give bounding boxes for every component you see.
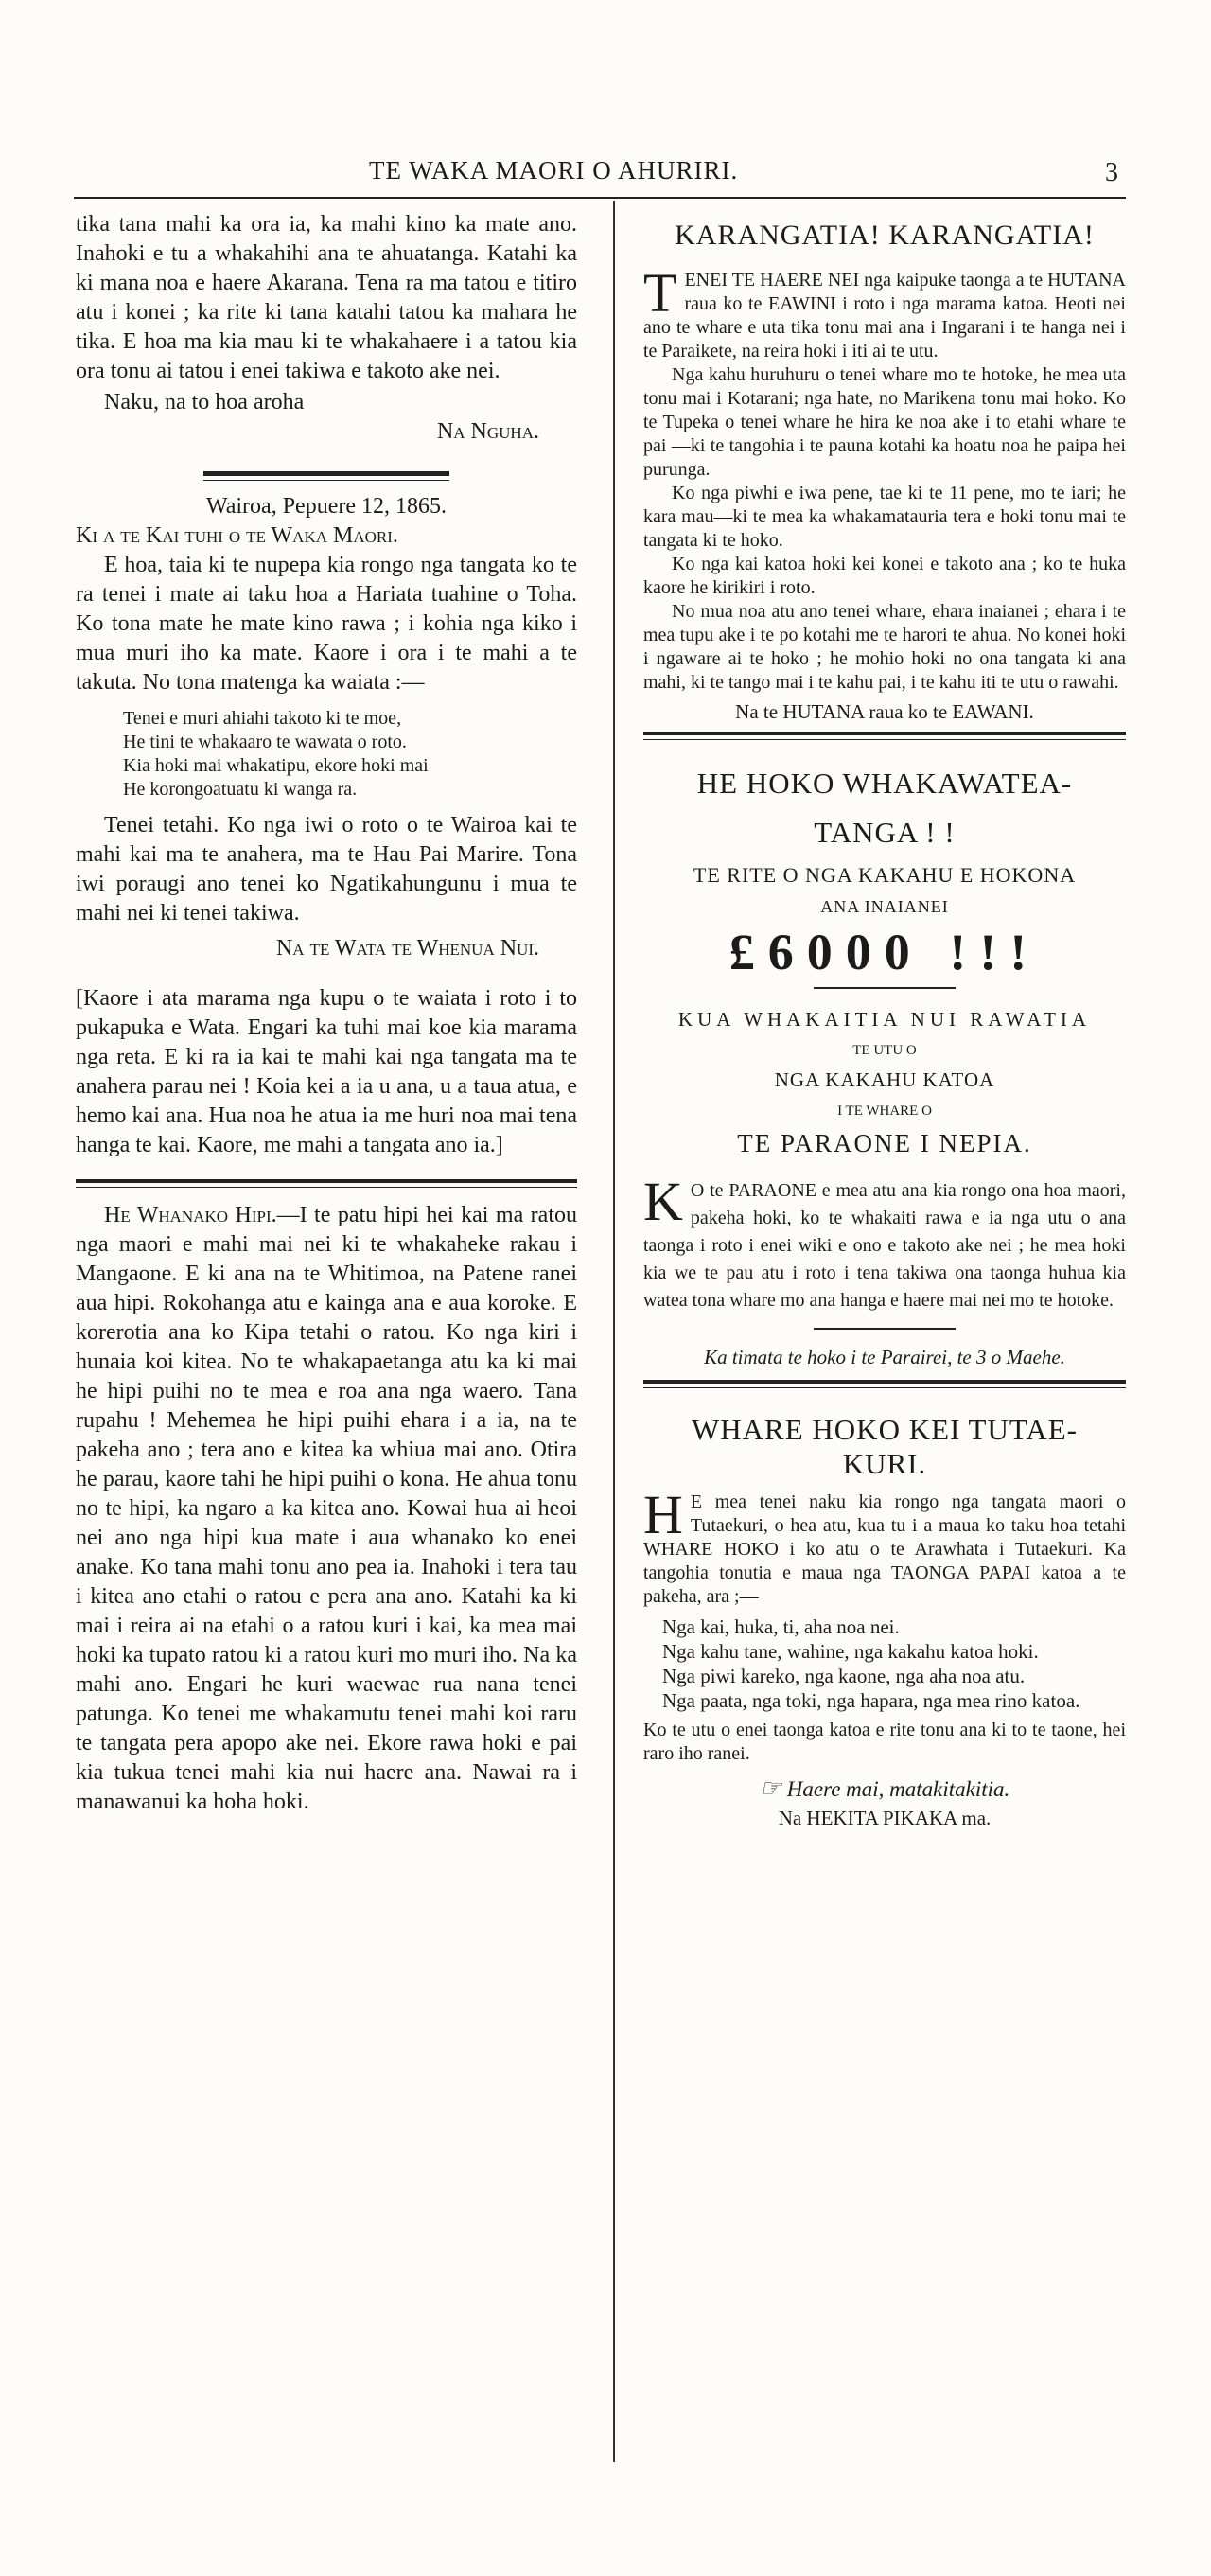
- news-item: [76, 1201, 577, 1817]
- letter-paragraph: Tenei tetahi. Ko nga iwi o roto o te Wairoa kai te mahi kai ma te anahera, ma te Hau Pai Marire. Tona iwi poraugi ano tenei ko Ngatikahungunu i mua te mahi nei ki tenei takiwa.: [76, 813, 577, 926]
- letter-paragraph: E hoa, taia ki te nupepa kia rongo nga tangata ko te ra tenei i mate ai taku hoa a Hariata tuahine o Toha. Ko tona mate he mate kino rawa ; i kohia nga kiko i mua muri iho ka mate. Kaore i ora i te mahi a te takuta. No tona matenga ka waiata :—: [76, 553, 577, 695]
- letter-signature: Na te Wata te Whenua Nui.: [275, 936, 539, 961]
- section-rule: [76, 1179, 577, 1188]
- ad-invite: ☞ Haere mai, matakitakitia.: [759, 1774, 1010, 1802]
- ad-paragraph: Nga kahu huruhuru o tenei whare mo te hotoke, he mea uta tonu mai i Kotarani; nga hate, no Marikena tonu mai hoko. Ko te Tupeka o tenei whare he hira ke noa ake i to etahi whare te pai —ki te tangohia i te pauna kotahi ka hoatu noa he paipa hei purunga.: [643, 364, 1126, 480]
- left-column: [76, 210, 577, 1817]
- list-item: Nga kai, huka, ti, aha noa nei.: [662, 1615, 900, 1638]
- list-item: Nga paata, nga toki, nga hapara, nga mea rino katoa.: [662, 1689, 1080, 1712]
- editor-note: [Kaore i ata marama nga kupu o te waiata i roto i to pukapuka e Wata. Engari ka tuhi mai koe kia marama nga reta. E ki ra ia kai te mahi kai nga tangata ma te anahera parau nei ! Koia kei a ia u ana, u a taua atua, e hemo kai ana. Hua noa he atua ia me huri noa mai tena hanga te kai. Kaore, me mahi a tangata ano ia.]: [76, 986, 577, 1157]
- header-rule: [74, 197, 1126, 199]
- right-column: [643, 210, 1126, 1833]
- ad-heading: HE HOKO WHAKAWATEA-: [696, 767, 1073, 800]
- news-item-text: —I te patu hipi hei kai ma ratou nga maori e mahi mai nei ki te whakaheke rakau i Mangaone. E ki ana na te Whitimoa, na Patene ranei aua hipi. Rokohanga atu e kainga ana e aua koroke. E korerotia ana ko Kipa tetahi o ratou. Ko nga kiri i hunaia koi kitea. No te whakapaetanga atu ka ki mai he hipi puihi no te mea e roa ana nga waero. Tana rupahu ! Mehemea he hipi puihi ehara i a ia, na te pakeha ano ; tera ano e kitea ka whiua mai ano. Otira he parau, kaore tahi he hipi puihi o kona. He ahua tonu no te hipi, ka ngaro a ka kitea ano. Kowai hua ai heoi nei ano nga hipi kua mate i aua whanako ko enei anake. Ko tana mahi tonu ano pea ia. Inahoki i tera tau i kitea ano etahi o ratou e pera ana ano. Katahi ka ki mai i reira ai na etahi o a ratou kuri i kai, ka mea mai hoki ka tupato ratou ki a ratou kuri mo muri iho. Na ka mahi ano. Engari he kuri waewae rua nana tenei patunga. Ko tenei me whakamutu tenei mahi koi raru te tangata pera apopo ake nei. Ekore rawa hoki e pai kia tukua tenei mahi kia nui haere ana. Nawai ra i manawanui ka hoha hoki.: [76, 1203, 577, 1814]
- list-item: Nga piwi kareko, nga kaone, nga aha noa atu.: [662, 1665, 1026, 1687]
- ad-signature: Na te HUTANA raua ko te EAWANI.: [735, 700, 1034, 723]
- section-rule: [643, 1380, 1126, 1388]
- ad-line: KUA WHAKAITIA NUI RAWATIA: [677, 1008, 1092, 1031]
- pointing-hand-icon: ☞: [759, 1774, 782, 1802]
- section-rule: [203, 471, 449, 481]
- poem-line: Tenei e muri ahiahi takoto ki te moe,: [123, 708, 402, 729]
- ad-paragraph: Ko nga kai katoa hoki kei konei e takoto ana ; ko te huka kaore he kirikiri i roto.: [643, 554, 1126, 598]
- running-head: [0, 156, 1211, 194]
- letter-continued-text: tika tana mahi ka ora ia, ka mahi kino ka mate ano. Inahoki e tu a whakahihi ana te ahuatanga. Katahi ka ki mana noa e haere Akarana. Tena ra ma tatou e titiro atu i konei ; ka rite ki tana katahi tatou ka mahara he tika. E hoa ma kia mau ki te whakahaere i a tatou kia ora tonu ai tatou i enei takiwa e takoto ake nei.: [76, 212, 577, 383]
- ad-line: I TE WHARE O: [837, 1103, 932, 1119]
- goods-list: [662, 1614, 1126, 1713]
- page-number: 3: [1105, 158, 1118, 187]
- ad-paragraph: K O te PARAONE e mea atu ana kia rongo ona hoa maori, pakeha hoki, ko te whakaiti rawa e ia nga utu o ana taonga i roto i enei wiki e ono e takoto ake nei ; he mea hoki kia we te pau atu i roto i tena takiwa ona taonga huhua kia watea tona whare mo ana hanga e haere mai nei mo te hotoke.: [643, 1171, 1126, 1311]
- waiata-poem: [123, 707, 577, 802]
- column-divider: [613, 201, 615, 2462]
- ad-paragraph: Ko te utu o enei taonga katoa e rite tonu ana ki to te taone, hei raro iho ranei.: [643, 1720, 1126, 1764]
- ad-heading: TANGA ! !: [814, 816, 956, 849]
- ad-paragraph: TENEI TE HAERE NEI nga kaipuke taonga a te HUTANA raua ko te EAWINI i roto i nga marama katoa. Heoti nei ano te whare e uta tika tonu mai ana i Ingarani i te hanga nei i te Paraikete, na reira hoki i iti ai te utu.: [643, 262, 1126, 362]
- ad-subheading: ANA INAIANEI: [820, 897, 949, 916]
- drop-cap: H: [643, 1484, 683, 1545]
- ad-heading: WHARE HOKO KEI TUTAE-: [692, 1413, 1078, 1446]
- newspaper-title: TE WAKA MAORI O AHURIRI.: [369, 156, 739, 185]
- poem-line: He tini te whakaaro te wawata o roto.: [123, 732, 407, 752]
- news-item-lead: He Whanako Hipi.: [104, 1203, 277, 1227]
- salutation: Ki a te Kai tuhi o te Waka Maori.: [76, 523, 398, 548]
- ad-subheading: TE RITE O NGA KAKAHU E HOKONA: [693, 863, 1077, 887]
- ad-line: TE PARAONE I NEPIA.: [737, 1129, 1032, 1157]
- ad-line: TE UTU O: [852, 1043, 917, 1058]
- dateline: Wairoa, Pepuere 12, 1865.: [206, 494, 447, 519]
- drop-cap: T: [643, 262, 677, 324]
- ad-signature: Na HEKITA PIKAKA ma.: [778, 1807, 992, 1829]
- drop-cap: K: [643, 1171, 683, 1232]
- ad-paragraph: No mua noa atu ano tenei whare, ehara inaianei ; ehara i te mea tupu ake i te po kotahi me te harori te ahua. No konei hoki i ngaware ai te hoko ; he mohio hoki no ona tangata ki ana mahi, ki te tango mai i te kahu pai, i te kahu iti te utu o rawahi.: [643, 601, 1126, 693]
- ad-paragraph: Ko nga piwhi e iwa pene, tae ki te 11 pene, mo te iari; he kara mau—ki te mea ka whakamatauria tera e hoki tonu mai te tangata ki te hoko.: [643, 483, 1126, 551]
- section-rule: [643, 732, 1126, 740]
- price-banner: £6000 !!!: [728, 924, 1041, 980]
- list-item: Nga kahu tane, wahine, nga kakahu katoa hoki.: [662, 1640, 1039, 1663]
- poem-line: He korongoatuatu ki wanga ra.: [123, 779, 358, 800]
- ad-footer: Ka timata te hoko i te Parairei, te 3 o Maehe.: [704, 1346, 1065, 1368]
- ad-heading: KARANGATIA! KARANGATIA!: [675, 220, 1095, 251]
- ad-heading: KURI.: [842, 1447, 927, 1480]
- ad-paragraph: H E mea tenei naku kia rongo nga tangata maori o Tutaekuri, o hea atu, kua tu i a maua ko taku hoa tetahi WHARE HOKO i ko atu o te Arawhata i Tutaekuri. Ka tangohia tonutia e maua nga TAONGA PAPAI katoa a te pakeha, ara ;—: [643, 1484, 1126, 1607]
- letter-closing: Naku, na to hoa aroha: [104, 390, 305, 415]
- ad-line: NGA KAKAHU KATOA: [774, 1068, 995, 1091]
- poem-line: Kia hoki mai whakatipu, ekore hoki mai: [123, 755, 429, 776]
- letter-signature: Na Nguha.: [436, 419, 539, 444]
